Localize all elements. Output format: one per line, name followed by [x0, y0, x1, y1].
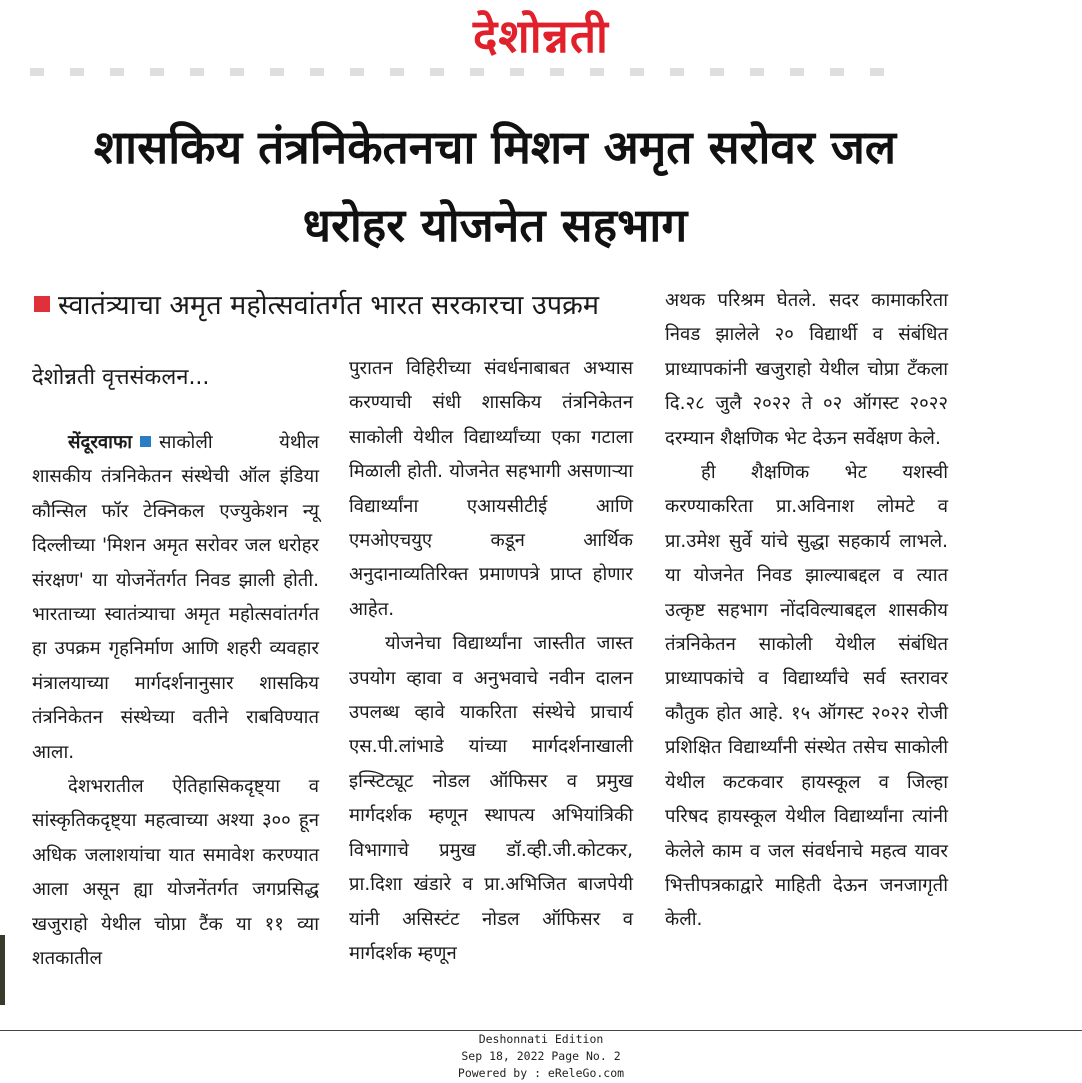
paragraph: देशभरातील ऐतिहासिकदृष्ट्या व सांस्कृतिकदृष्ट्या महत्वाच्या अश्या ३०० हून अधिक जलाशयांचा यात समावेश करण्यात आला असून ह्या योजनेंतर्गत जगप्रसिद्ध खजुराहो येथील चोप्रा टैंक या ११ व्या शतकातील: [32, 776, 319, 970]
paragraph: ही शैक्षणिक भेट यशस्वी करण्याकरिता प्रा.अविनाश लोमटे व प्रा.उमेश सुर्वे यांचे सुद्धा सहकार्य लाभले. या योजनेत निवड झाल्याबद्दल व त्यात उत्कृष्ट सहभाग नोंदविल्याबद्दल शासकीय तंत्रनिकेतन साकोली येथील संबंधित प्राध्यापकांचे व विद्यार्थ्यांचे सर्व स्तरावर कौतुक होत आहे. १५ ऑगस्ट २०२२ रोजी प्रशिक्षित विद्यार्थ्यांनी संस्थेत तसेच साकोली येथील कटकवार हायस्कूल व जिल्हा परिषद हायस्कूल येथील विद्यार्थ्यांना त्यांनी केलेले काम व जल संवर्धनाचे महत्व यावर भित्तीपत्रकाद्वारे माहिती देऊन जनजागृती केली.: [665, 462, 948, 931]
article-headline: [0, 108, 990, 264]
kicker-text: स्वातंत्र्याचा अमृत महोत्सवांतर्गत भारत सरकारचा उपक्रम: [58, 290, 599, 321]
paragraph: अथक परिश्रम घेतले. सदर कामाकरिता निवड झालेले २० विद्यार्थी व संबंधित प्राध्यापकांनी खजुराहो येथील चोप्रा टँकला दि.२८ जुलै २०२२ ते ०२ ऑगस्ट २०२२ दरम्यान शैक्षणिक भेट देऊन सर्वेक्षण केले.: [665, 290, 948, 449]
paragraph-text: साकोली येथील शासकीय तंत्रनिकेतन संस्थेची ऑल इंडिया कौन्सिल फॉर टेक्निकल एज्युकेशन न्यू दिल्लीच्या 'मिशन अमृत सरोवर जल धरोहर संरक्षण' या योजनेंतर्गत निवड झाली होती. भारताच्या स्वातंत्र्याचा अमृत महोत्सवांतर्गत हा उपक्रम गृहनिर्माण आणि शहरी व्यवहार मंत्रालयाच्या मार्गदर्शनानुसार शासकिय तंत्रनिकेतन संस्थेच्या वतीने राबविण्यात आला.: [32, 432, 319, 763]
paragraph: योजनेचा विद्यार्थ्यांना जास्तीत जास्त उपयोग व्हावा व अनुभवाचे नवीन दालन उपलब्ध व्हावे याकरिता संस्थेचे प्राचार्य एस.पी.लांभाडे यांच्या मार्गदर्शनाखाली इन्स्टिट्यूट नोडल ऑफिसर व प्रमुख मार्गदर्शक म्हणून स्थापत्य अभियांत्रिकी विभागाचे प्रमुख डॉ.व्ही.जी.कोटकर, प्रा.दिशा खंडारे व प्रा.अभिजित बाजपेयी यांनी असिस्टंट नोडल ऑफिसर व मार्गदर्शक म्हणून: [349, 633, 633, 964]
newspaper-logo: देशोन्नती: [473, 9, 609, 63]
edition-name: Deshonnati Edition: [478, 1032, 604, 1046]
powered-by: Powered by : eReleGo.com: [457, 1066, 625, 1080]
page-footer: [0, 1031, 1082, 1082]
dateline: सेंदूरवाफा: [68, 432, 133, 453]
headline-line-1: शासकिय तंत्रनिकेतनचा मिशन अमृत सरोवर जल: [93, 120, 897, 174]
article-column-3: [665, 284, 948, 938]
paragraph: [32, 426, 319, 770]
headline-line-2: धरोहर योजनेत सहभाग: [302, 198, 688, 252]
article-kicker: [34, 284, 644, 328]
paragraph: पुरातन विहिरीच्या संवर्धनाबाबत अभ्यास करण्याची संधी शासकिय तंत्रनिकेतन साकोली येथील विद्यार्थ्यांच्या एका गटाला मिळाली होती. योजनेत सहभागी असणाऱ्या विद्यार्थ्यांना एआयसीटीई आणि एमओएचयुए कडून आर्थिक अनुदानाव्यतिरिक्त प्रमाणपत्रे प्राप्त होणार आहेत.: [349, 358, 633, 620]
news-credit: देशोन्नती वृत्तसंकलन...: [32, 365, 210, 390]
article-column-1: [32, 360, 319, 977]
clipped-text-strip: [30, 68, 910, 76]
edition-date-page: Sep 18, 2022 Page No. 2: [461, 1049, 621, 1063]
masthead: [0, 0, 1082, 74]
adjacent-photo-edge: [0, 935, 5, 1005]
red-square-icon: [34, 296, 50, 312]
blue-square-icon: [140, 436, 151, 447]
article-column-2: [349, 352, 633, 971]
